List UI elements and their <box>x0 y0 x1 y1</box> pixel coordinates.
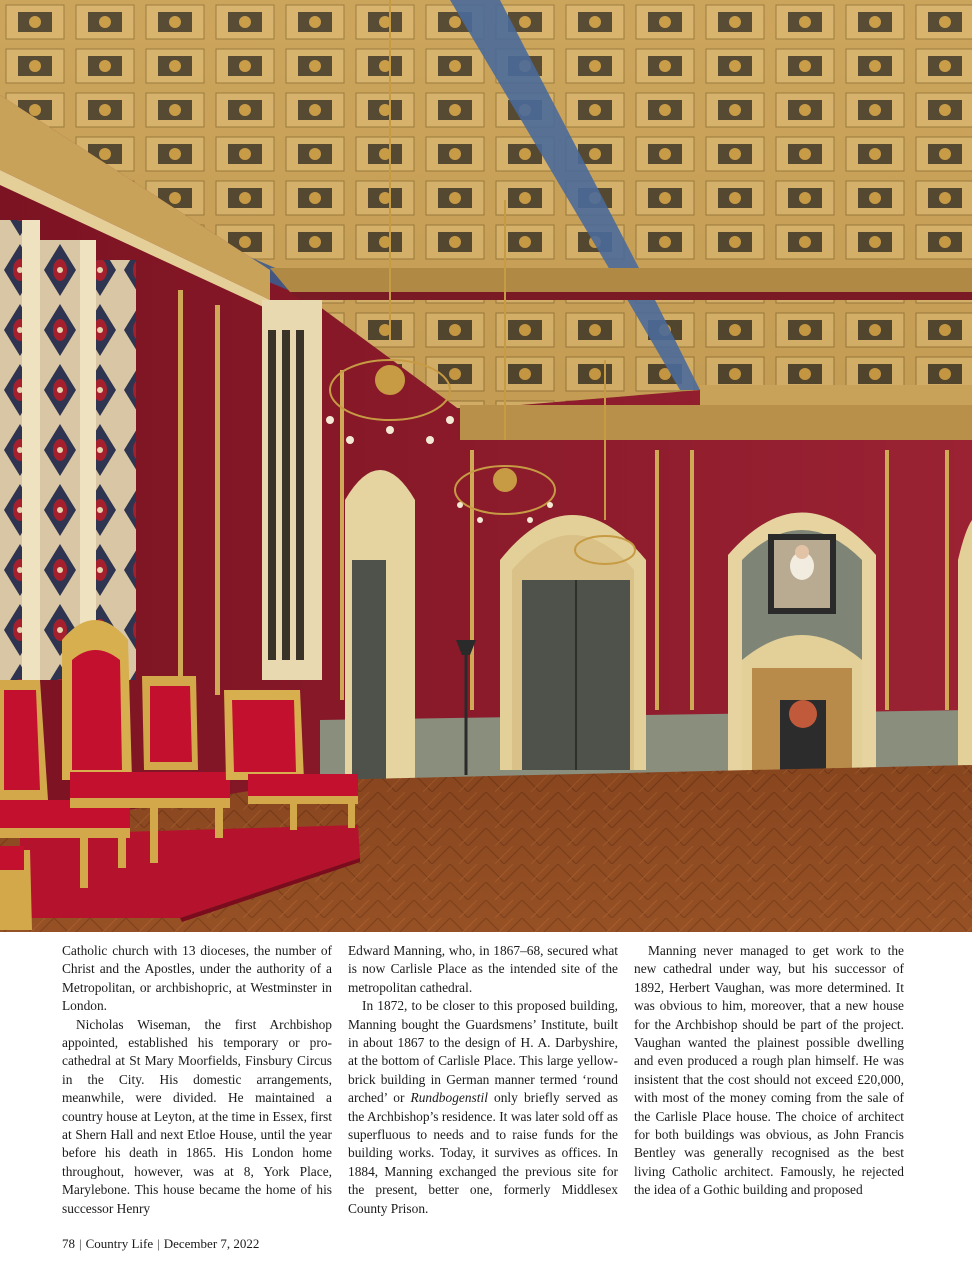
paragraph: Nicholas Wiseman, the first Archbishop appointed, established his temporary or pro-cathedral at St Mary Moorfields, Finsbury Circus in the City. His domestic arrangements, meanwhile, were divided. He maintained a country house at Leyton, at the time in Essex, first at Shern Hall and next Etloe House, until the year before his death in 1865. His London home throughout, however, was at 8, York Place, Marylebone. This house became the home of his successor Henry <box>62 1016 332 1216</box>
publication-name: Country Life <box>85 1236 154 1251</box>
article-column-2 <box>348 942 618 1218</box>
issue-date: December 7, 2022 <box>163 1236 260 1251</box>
paragraph-text: In 1872, to be closer to this proposed building, Manning bought the Guardsmens’ Institute, built in about 1867 to the design of H. A. Darbyshire, at the bottom of Carlisle Place. This large yellow-brick building in German manner termed ‘round arched’ or <box>348 998 618 1106</box>
paragraph <box>348 997 618 1218</box>
paragraph-text: only briefly served as the Archbishop’s residence. It was later sold off as superfluous to needs and to raise funds for the building works. Today, it survives as offices. In 1884, Manning exchanged the previous site for the present, better one, formerly Middlesex County Prison. <box>348 1090 618 1216</box>
paragraph: Catholic church with 13 dioceses, the number of Christ and the Apostles, under the authority of a Metropolitan, or archbishopric, at Westminster in London. <box>62 943 332 1014</box>
article-column-3 <box>634 942 904 1218</box>
italic-term: Rundbogenstil <box>410 1090 488 1106</box>
article-column-1 <box>62 942 332 1218</box>
page-number: 78 <box>62 1236 75 1251</box>
footer-separator: | <box>79 1236 82 1251</box>
paragraph: Manning never managed to get work to the new cathedral under way, but his successor of 1892, Herbert Vaughan, was more determined. It was obvious to him, moreover, that a new house for the Archbishop should be part of the project. Vaughan wanted the plainest possible dwelling and even produced a rough plan himself. He was insistent that the cost should not exceed £20,000, with most of the money coming from the sale of the Carlisle Place house. The choice of architect for both buildings was obvious, as John Francis Bentley was generally recognised as the best living Catholic architect. Famously, he rejected the idea of a Gothic building and proposed <box>634 943 904 1198</box>
paragraph: Edward Manning, who, in 1867–68, secured what is now Carlisle Place as the intended site of the metropolitan cathedral. <box>348 943 618 995</box>
page-footer <box>62 1236 259 1252</box>
footer-separator: | <box>157 1236 160 1251</box>
article-body <box>62 942 905 1218</box>
